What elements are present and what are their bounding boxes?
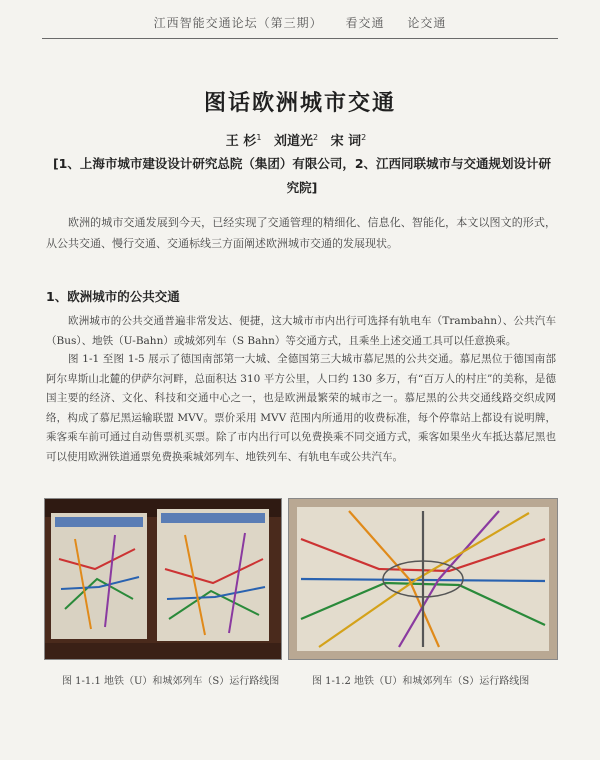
author-affil-mark: 1 (256, 132, 262, 142)
body-paragraph: 图 1-1 至图 1-5 展示了德国南部第一大城、全德国第三大城市慕尼黑的公共交通。慕尼黑位于德国南部阿尔卑斯山北麓的伊萨尔河畔，总面积达 310 平方公里，人口约 130 多万，有“百万人的村庄”的美称，是德国主要的经济、文化、科技和交通中心之一，也是欧洲最繁荣的城市之一。慕尼黑的公共交通线路交织成网络，构成了慕尼黑运输联盟 MVV。票价采用 MVV 范围内所通用的收费标准，每个停靠站上都设有说明牌，乘客乘车前可通过自动售票机买票。除了市内出行可以免费换乘不同交通方式，乘客如果坐火车抵达慕尼黑也可以使用欧洲铁道通票免费换乘城郊列车、地铁列车、有轨电车或公共汽车。 (46, 353, 556, 463)
author-affil-mark: 2 (361, 132, 367, 142)
author-affil-mark: 2 (312, 132, 319, 142)
section-heading: 1、欧洲城市的公共交通 (46, 289, 180, 304)
figure-caption-1: 图 1-1.1 地铁（U）和城郊列车（S）运行路线图 (62, 676, 280, 687)
body-paragraph: 欧洲城市的公共交通普遍非常发达、便捷，这大城市市内出行可选择有轨电车（Trambahn）、公共汽车（Bus）、地铁（U-Bahn）或城郊列车（S Bahn）等交通方式，且乘坐上述交通工具可以任意换乘。 (46, 315, 556, 347)
author-line (0, 130, 600, 149)
author-name: 宋 词 (330, 134, 362, 149)
author-name: 刘道光 (273, 134, 313, 149)
abstract: 欧洲的城市交通发展到今天，已经实现了交通管理的精细化、信息化、智能化，本文以图文的形式，从公共交通、慢行交通、交通标线三方面阐述欧洲城市交通的发展现状。 (46, 216, 556, 250)
author-name: 王 杉 (225, 134, 257, 149)
figure-photo-1 (44, 498, 282, 660)
affiliation: [1、上海市城市建设设计研究总院（集团）有限公司，2、江西同联城市与交通规划设计研究院] (52, 156, 552, 195)
running-header (0, 14, 600, 31)
article-title: 图话欧洲城市交通 (203, 90, 396, 116)
figure-photo-2 (288, 498, 558, 660)
figure-caption-2: 图 1-1.2 地铁（U）和城郊列车（S）运行路线图 (312, 676, 530, 687)
journal-name: 江西智能交通论坛（第三期） (153, 16, 323, 30)
column-name-2: 论交通 (407, 16, 447, 30)
column-name-1: 看交通 (345, 16, 385, 30)
header-rule (42, 38, 558, 39)
